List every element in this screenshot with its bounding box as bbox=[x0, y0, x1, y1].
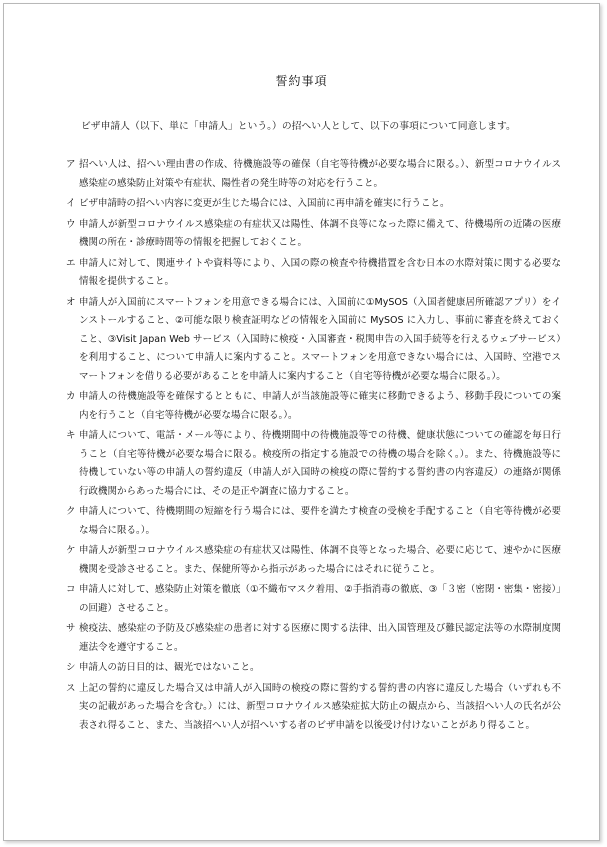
intro-paragraph: ビザ申請人（以下、単に「申請人」という。）の招へい人として、以下の事項について同意します。 bbox=[81, 121, 516, 132]
pledge-item-text: 申請人の待機施設等を確保するとともに、申請人が当該施設等に確実に移動できるよう、移動手段についての案内を行うこと（自宅等待機が必要な場合に限る。）。 bbox=[79, 391, 561, 421]
pledge-item-text: 申請人が新型コロナウイルス感染症の有症状又は陽性、体調不良等になった際に備えて、待機場所の近隣の医療機関の所在・診療時間等の情報を把握しておくこと。 bbox=[79, 218, 561, 248]
pledge-item-mark: エ bbox=[66, 257, 76, 269]
pledge-item-mark: ク bbox=[66, 506, 76, 517]
pledge-item-text: 申請人の訪日目的は、観光ではないこと。 bbox=[79, 662, 260, 673]
pledge-item bbox=[66, 255, 561, 292]
pledge-item bbox=[66, 388, 561, 425]
pledge-item-text: ビザ申請時の招へい内容に変更が生じた場合には、入国前に再申請を確実に行うこと。 bbox=[79, 198, 450, 209]
pledge-item-mark: オ bbox=[66, 296, 76, 308]
pledge-item-mark: コ bbox=[66, 584, 76, 595]
pledge-item-mark: イ bbox=[66, 198, 76, 209]
pledge-item-text: 申請人に対して、関連サイトや資料等により、入国の際の検査や待機措置を含む日本の水際対策に関する必要な情報を提供すること。 bbox=[79, 257, 561, 287]
pledge-item bbox=[66, 195, 561, 214]
pledge-item-mark: シ bbox=[66, 662, 76, 673]
pledge-item bbox=[66, 294, 561, 387]
pledge-item bbox=[66, 659, 561, 678]
pledge-item bbox=[66, 427, 561, 501]
pledge-item-text: 申請人が入国前にスマートフォンを用意できる場合には、入国前に①MySOS（入国者健康居所確認アプリ）をインストールすること、②可能な限り検査証明などの情報を入国前に MySOS に入力し、事前に審査を終えておくこと、③Visit Japan Web サービス（入国時に検疫・入国審査・税関申告の入国手続等を行えるウェブサービス）を利用すること、について申請人に案内すること。スマートフォンを用意できない場合には、入国時、空港でスマートフォンを借りる必要があることを申請人に案内すること（自宅等待機が必要な場合に限る。）。 bbox=[79, 296, 561, 382]
pledge-item bbox=[66, 620, 561, 657]
pledge-item-mark: サ bbox=[66, 623, 76, 634]
pledge-item-text: 申請人に対して、感染防止対策を徹底（①不織布マスク着用、②手指消毒の徹底、③「３密（密閉・密集・密接）」の回避）させること。 bbox=[79, 584, 561, 614]
pledge-item bbox=[66, 542, 561, 579]
pledge-item-text: 上記の誓約に違反した場合又は申請人が入国時の検疫の際に誓約する誓約書の内容に違反した場合（いずれも不実の記載があった場合を含む。）には、新型コロナウイルス感染症拡大防止の観点から、当該招へい人の氏名が公表され得ること、また、当該招へい人が招へいする者のビザ申請を以後受け付けないことがあり得ること。 bbox=[79, 682, 561, 731]
pledge-item-mark: ケ bbox=[66, 545, 76, 556]
pledge-item bbox=[66, 680, 561, 736]
pledge-item-text: 検疫法、感染症の予防及び感染症の患者に対する医療に関する法律、出入国管理及び難民認定法等の水際制度関連法令を遵守すること。 bbox=[79, 623, 561, 653]
pledge-item-text: 申請人について、待機期間の短縮を行う場合には、要件を満たす検査の受検を手配すること（自宅等待機が必要な場合に限る。）。 bbox=[79, 506, 561, 536]
pledge-item-text: 申請人について、電話・メール等により、待機期間中の待機施設等での待機、健康状態についての確認を毎日行うこと（自宅等待機が必要な場合に限る。検疫所の指定する施設での待機の場合を除く。）。また、待機施設等に待機していない等の申請人の誓約違反（申請人が入国時の検疫の際に誓約する誓約書の内容違反）の連絡が関係行政機関からあった場合には、その是正や調査に協力すること。 bbox=[79, 430, 561, 497]
pledge-item bbox=[66, 581, 561, 618]
page-title: 誓約事項 bbox=[275, 74, 328, 88]
pledge-item bbox=[66, 503, 561, 540]
pledge-item-text: 招へい人は、招へい理由書の作成、待機施設等の確保（自宅等待機が必要な場合に限る。）、新型コロナウイルス感染症の感染防止対策や有症状、陽性者の発生時等の対応を行うこと。 bbox=[79, 159, 561, 189]
pledge-item bbox=[66, 216, 561, 253]
pledge-item-mark: キ bbox=[66, 430, 76, 441]
pledge-item-text: 申請人が新型コロナウイルス感染症の有症状又は陽性、体調不良等となった場合、必要に応じて、速やかに医療機関を受診させること。また、保健所等から指示があった場合にはそれに従うこと。 bbox=[79, 545, 561, 575]
pledge-item-mark: カ bbox=[66, 391, 76, 402]
pledge-item-mark: ウ bbox=[66, 218, 76, 230]
pledge-list bbox=[66, 156, 561, 737]
document-page bbox=[3, 3, 600, 841]
pledge-item bbox=[66, 156, 561, 193]
pledge-item-mark: ス bbox=[66, 682, 76, 694]
pledge-item-mark: ア bbox=[66, 159, 76, 170]
